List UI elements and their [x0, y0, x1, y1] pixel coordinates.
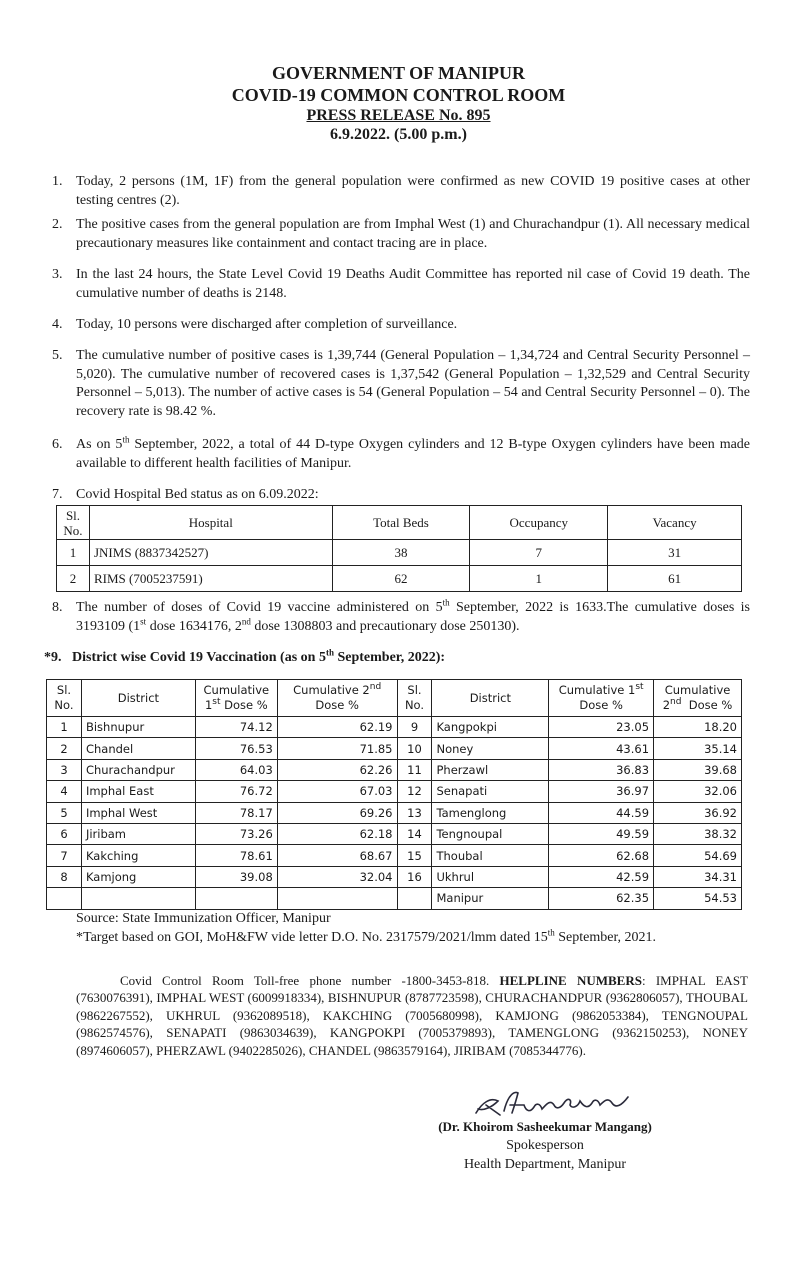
sl-no: 15 — [397, 845, 432, 866]
table-row — [47, 717, 742, 738]
source-line: Source: State Immunization Officer, Manipur — [76, 911, 331, 926]
point-number: 2. — [52, 217, 63, 232]
header-sl-no: Sl. No. — [47, 680, 82, 717]
point-text: Covid Hospital Bed status as on 6.09.2022: — [76, 487, 319, 502]
district-name: Kamjong — [81, 866, 195, 887]
second-dose-percent: 39.68 — [654, 759, 742, 780]
district-name: Thoubal — [432, 845, 549, 866]
signatory-role: Spokesperson — [506, 1138, 584, 1153]
sl-no: 9 — [397, 717, 432, 738]
second-dose-percent: 18.20 — [654, 717, 742, 738]
second-dose-percent: 67.03 — [277, 781, 397, 802]
point-text: In the last 24 hours, the State Level Covid 19 Deaths Audit Committee has reported nil case of Covid 19 death. The cumulative number of deaths is 2148. — [76, 267, 750, 301]
table-row — [47, 866, 742, 887]
header-sl-no: Sl. No. — [397, 680, 432, 717]
table-row — [47, 738, 742, 759]
first-dose-percent: 49.59 — [549, 823, 654, 844]
table-total-row — [47, 888, 742, 909]
second-dose-percent: 54.69 — [654, 845, 742, 866]
first-dose-percent: 23.05 — [549, 717, 654, 738]
first-dose-percent: 78.61 — [195, 845, 277, 866]
sl-no: 16 — [397, 866, 432, 887]
toll-free-text: Covid Control Room Toll-free phone number -1800-3453-818. — [120, 973, 500, 988]
sl-no: 2 — [47, 738, 82, 759]
sl-no: 2 — [57, 566, 90, 592]
first-dose-percent: 36.83 — [549, 759, 654, 780]
vacancy: 61 — [608, 566, 742, 592]
point-4 — [52, 316, 750, 335]
header-occupancy: Occupancy — [470, 506, 608, 540]
empty-cell — [277, 888, 397, 909]
first-dose-percent: 43.61 — [549, 738, 654, 759]
district-name: Kangpokpi — [432, 717, 549, 738]
second-dose-percent: 68.67 — [277, 845, 397, 866]
table-row — [57, 540, 742, 566]
empty-cell — [397, 888, 432, 909]
point-3 — [52, 266, 750, 303]
header-district: District — [432, 680, 549, 717]
header-second-dose: Cumulative 2nd Dose % — [654, 680, 742, 717]
hospital-name: RIMS (7005237591) — [89, 566, 332, 592]
first-dose-percent: 64.03 — [195, 759, 277, 780]
target-note: *Target based on GOI, MoH&FW vide letter D.O. No. 2317579/2021/lmm dated 15th September, 2021. — [76, 927, 657, 945]
sl-no: 1 — [47, 717, 82, 738]
second-dose-percent: 62.19 — [277, 717, 397, 738]
government-title: GOVERNMENT OF MANIPUR — [272, 63, 525, 83]
first-dose-percent: 44.59 — [549, 802, 654, 823]
table-row — [47, 802, 742, 823]
district-name: Tamenglong — [432, 802, 549, 823]
point-text: The cumulative number of positive cases is 1,39,744 (General Population – 1,34,724 and Central Security Personnel – 5,020). The cumulative number of recovered cases is 1,37,542 (General Population – 1,32,529 and Central Security Personnel – 5,013). The number of active cases is 54 (General Population – 54 and Central Security Personnel – 0). The recovery rate is 98.42 %. — [76, 348, 750, 419]
total-first-dose: 62.35 — [549, 888, 654, 909]
point-number: 6. — [52, 437, 63, 452]
sl-no: 6 — [47, 823, 82, 844]
press-release-number: PRESS RELEASE No. 895 — [306, 107, 491, 124]
first-dose-percent: 39.08 — [195, 866, 277, 887]
sl-no: 1 — [57, 540, 90, 566]
point-6 — [52, 436, 750, 473]
table-row — [47, 823, 742, 844]
occupancy: 1 — [470, 566, 608, 592]
header-vacancy: Vacancy — [608, 506, 742, 540]
second-dose-percent: 36.92 — [654, 802, 742, 823]
district-name: Kakching — [81, 845, 195, 866]
point-number: 3. — [52, 267, 63, 282]
first-dose-percent: 78.17 — [195, 802, 277, 823]
table-row — [47, 781, 742, 802]
table-row — [47, 759, 742, 780]
second-dose-percent: 38.32 — [654, 823, 742, 844]
occupancy: 7 — [470, 540, 608, 566]
sl-no: 11 — [397, 759, 432, 780]
district-name: Noney — [432, 738, 549, 759]
sl-no: 5 — [47, 802, 82, 823]
district-name: Tengnoupal — [432, 823, 549, 844]
first-dose-percent: 62.68 — [549, 845, 654, 866]
point-number: 8. — [52, 600, 63, 615]
district-name: Imphal East — [81, 781, 195, 802]
district-name: Chandel — [81, 738, 195, 759]
control-room-title: COVID-19 COMMON CONTROL ROOM — [231, 85, 566, 105]
first-dose-percent: 42.59 — [549, 866, 654, 887]
empty-cell — [47, 888, 82, 909]
district-name: Jiribam — [81, 823, 195, 844]
total-second-dose: 54.53 — [654, 888, 742, 909]
hospital-name: JNIMS (8837342527) — [89, 540, 332, 566]
header-total-beds: Total Beds — [332, 506, 470, 540]
helpline-label: HELPLINE NUMBERS — [499, 973, 642, 988]
empty-cell — [195, 888, 277, 909]
point-8 — [52, 599, 750, 636]
sl-no: 8 — [47, 866, 82, 887]
point-number: 4. — [52, 317, 63, 332]
header-sl-no: Sl. No. — [57, 506, 90, 540]
table-header-row — [57, 506, 742, 540]
helpline-paragraph — [76, 972, 748, 1059]
table-header-row — [47, 680, 742, 717]
signatory-department: Health Department, Manipur — [463, 1157, 627, 1172]
point-2 — [52, 216, 750, 253]
vacancy: 31 — [608, 540, 742, 566]
total-beds: 38 — [332, 540, 470, 566]
total-district: Manipur — [432, 888, 549, 909]
district-name: Pherzawl — [432, 759, 549, 780]
total-beds: 62 — [332, 566, 470, 592]
release-date-time: 6.9.2022. (5.00 p.m.) — [330, 126, 467, 143]
sl-no: 10 — [397, 738, 432, 759]
second-dose-percent: 34.31 — [654, 866, 742, 887]
header-second-dose: Cumulative 2nd Dose % — [277, 680, 397, 717]
vaccination-table — [46, 679, 742, 910]
vaccination-title: *9. District wise Covid 19 Vaccination (as on 5th September, 2022): — [44, 647, 446, 665]
header-district: District — [81, 680, 195, 717]
second-dose-percent: 35.14 — [654, 738, 742, 759]
header-hospital: Hospital — [89, 506, 332, 540]
second-dose-percent: 69.26 — [277, 802, 397, 823]
sl-no: 13 — [397, 802, 432, 823]
hospital-bed-table — [56, 505, 742, 592]
district-name: Imphal West — [81, 802, 195, 823]
first-dose-percent: 74.12 — [195, 717, 277, 738]
point-1 — [52, 173, 750, 210]
signature-image — [468, 1083, 638, 1121]
header-first-dose: Cumulative 1st Dose % — [549, 680, 654, 717]
empty-cell — [81, 888, 195, 909]
district-name: Bishnupur — [81, 717, 195, 738]
point-number: 1. — [52, 174, 63, 189]
first-dose-percent: 76.72 — [195, 781, 277, 802]
sl-no: 3 — [47, 759, 82, 780]
sl-no: 14 — [397, 823, 432, 844]
table-row — [47, 845, 742, 866]
point-text: Today, 10 persons were discharged after completion of surveillance. — [76, 317, 458, 332]
point-text: As on 5th September, 2022, a total of 44 D-type Oxygen cylinders and 12 B-type Oxygen cylinders have been made available to different health facilities of Manipur. — [76, 434, 751, 471]
second-dose-percent: 62.18 — [277, 823, 397, 844]
second-dose-percent: 71.85 — [277, 738, 397, 759]
point-number: 5. — [52, 348, 63, 363]
sl-no: 12 — [397, 781, 432, 802]
point-5 — [52, 347, 750, 421]
first-dose-percent: 73.26 — [195, 823, 277, 844]
point-text: The number of doses of Covid 19 vaccine administered on 5th September, 2022 is 1633.The cumulative doses is 3193109 (1st dose 1634176, 2nd dose 1308803 and precautionary dose 250130). — [76, 597, 751, 634]
district-name: Churachandpur — [81, 759, 195, 780]
table-row — [57, 566, 742, 592]
first-dose-percent: 76.53 — [195, 738, 277, 759]
sl-no: 4 — [47, 781, 82, 802]
second-dose-percent: 62.26 — [277, 759, 397, 780]
point-number: 7. — [52, 487, 63, 502]
point-text: The positive cases from the general population are from Imphal West (1) and Churachandpur (1). All necessary medical precautionary measures like containment and contact tracing are in place. — [76, 217, 750, 251]
sl-no: 7 — [47, 845, 82, 866]
helpline-numbers: : IMPHAL EAST (7630076391), IMPHAL WEST (6009918334), BISHNUPUR (8787723598), CHURACHANDPUR (9362806057), THOUBAL (9862267552), UKHRUL (9362089518), KAKCHING (7005680998), KAMJONG (9862053384), TENGNOUPAL (9862574576), SENAPATI (9863034639), KANGPOKPI (7005379893), TAMENGLONG (9362150253), NONEY (8974606057), PHERZAWL (9402285026), CHANDEL (9863579164), JIRIBAM (7085344776). — [76, 973, 748, 1058]
district-name: Senapati — [432, 781, 549, 802]
signature-block — [420, 1117, 670, 1174]
district-name: Ukhrul — [432, 866, 549, 887]
source-notes — [76, 909, 656, 947]
press-release-header — [0, 62, 797, 144]
signatory-name: (Dr. Khoirom Sasheekumar Mangang) — [438, 1119, 652, 1134]
first-dose-percent: 36.97 — [549, 781, 654, 802]
second-dose-percent: 32.06 — [654, 781, 742, 802]
second-dose-percent: 32.04 — [277, 866, 397, 887]
header-first-dose: Cumulative 1st Dose % — [195, 680, 277, 717]
point-text: Today, 2 persons (1M, 1F) from the general population were confirmed as new COVID 19 positive cases at other testing centres (2). — [76, 174, 750, 208]
point-7 — [52, 486, 750, 505]
